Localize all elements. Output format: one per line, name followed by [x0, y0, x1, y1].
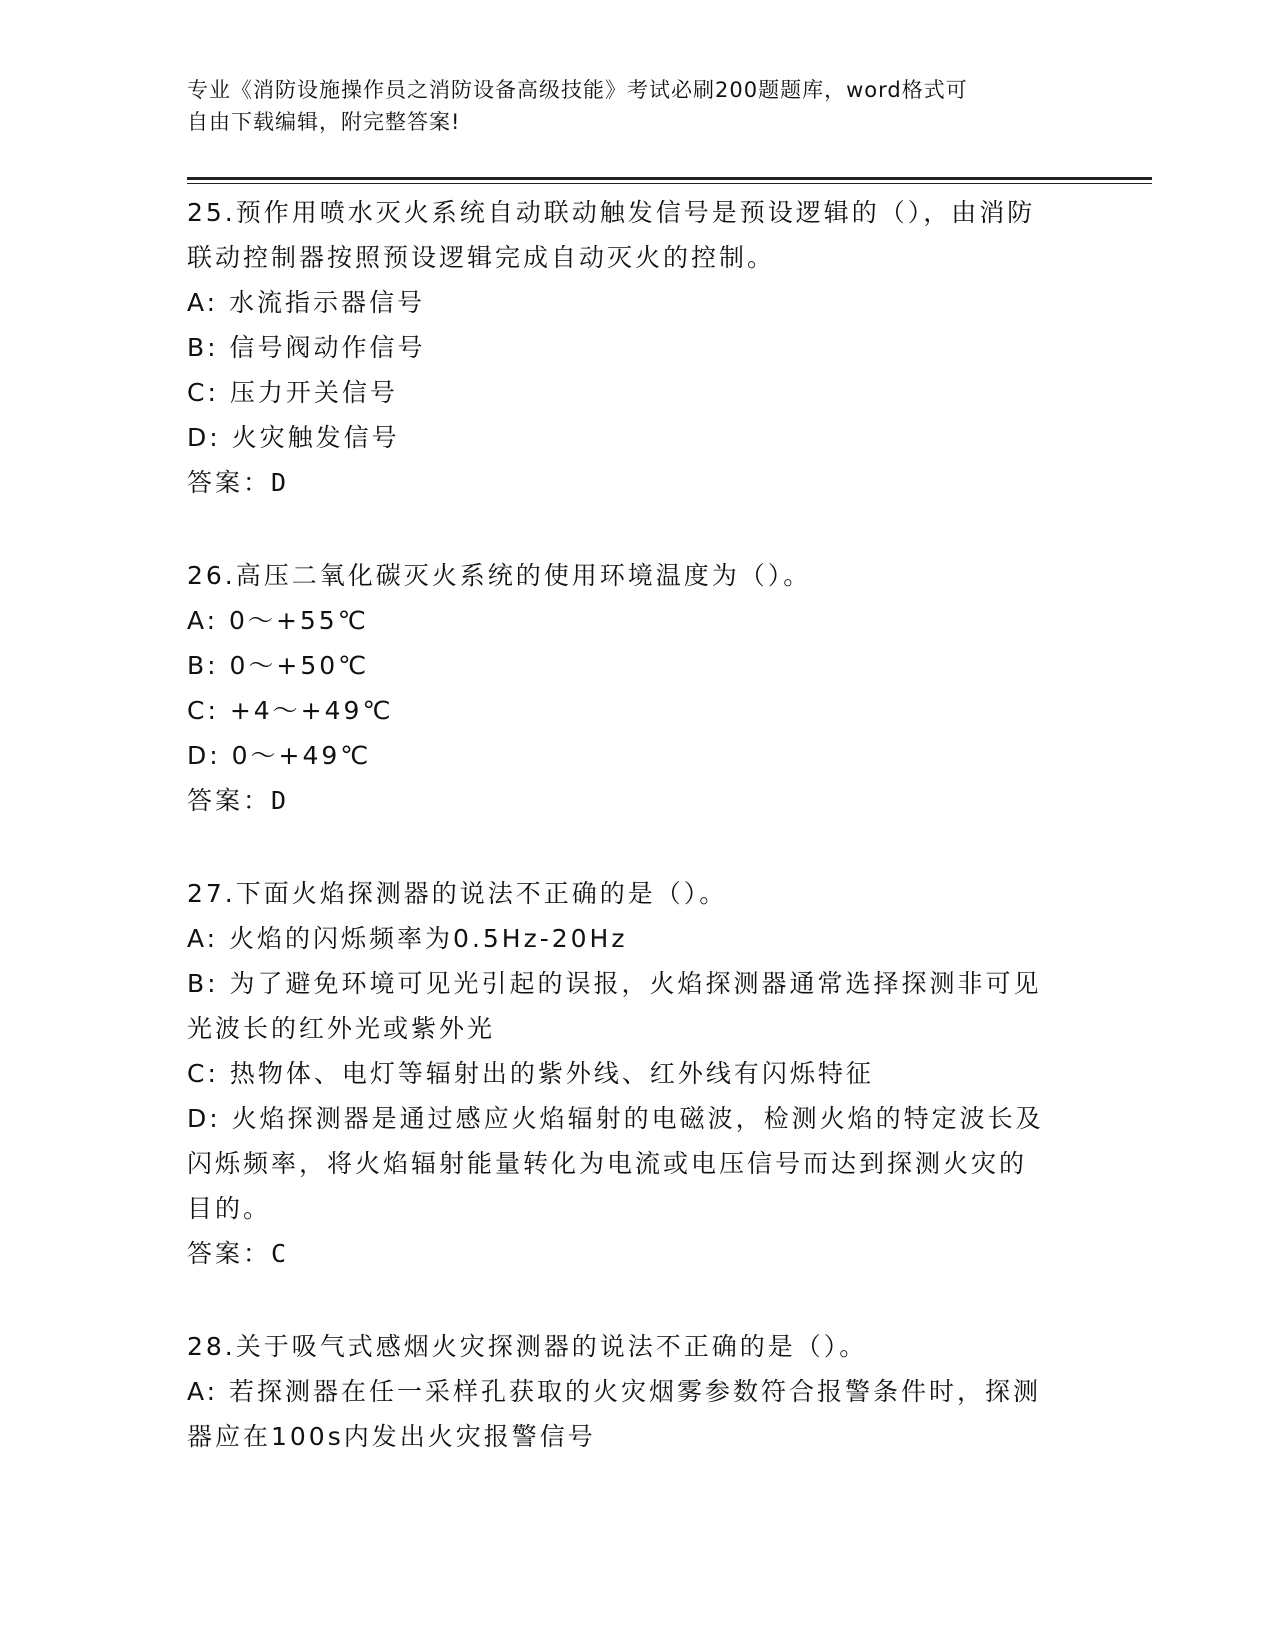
option-d: D: 0～+49℃ [187, 741, 372, 770]
option-a: A: 若探测器在任一采样孔获取的火灾烟雾参数符合报警条件时，探测 [187, 1377, 1042, 1406]
header-divider-thin [187, 183, 1152, 184]
answer-line [187, 460, 1067, 505]
answer-label: 答案： [187, 1239, 272, 1268]
answer-value: C [271, 1239, 287, 1268]
option-d-continued: 目的。 [187, 1194, 272, 1223]
option-d: D: 火焰探测器是通过感应火焰辐射的电磁波，检测火焰的特定波长及 [187, 1104, 1044, 1133]
question-text: 28.关于吸气式感烟火灾探测器的说法不正确的是（）。 [187, 1332, 868, 1361]
option-d: D: 火灾触发信号 [187, 423, 400, 452]
document-header [187, 74, 1067, 138]
question-text: 26.高压二氧化碳灭火系统的使用环境温度为（）。 [187, 561, 812, 590]
option-a-continued: 器应在100s内发出火灾报警信号 [187, 1422, 596, 1451]
question-list [187, 190, 1067, 1507]
answer-line [187, 778, 1067, 823]
question-25 [187, 190, 1067, 505]
question-27 [187, 871, 1067, 1276]
question-text: 25.预作用喷水灭火系统自动联动触发信号是预设逻辑的（），由消防 [187, 198, 1036, 227]
option-c: C: 热物体、电灯等辐射出的紫外线、红外线有闪烁特征 [187, 1059, 874, 1088]
header-divider-thick [187, 177, 1152, 180]
option-c: C: +4～+49℃ [187, 696, 394, 725]
option-a: A: 火焰的闪烁频率为0.5Hz-20Hz [187, 924, 628, 953]
option-b: B: 为了避免环境可见光引起的误报，火焰探测器通常选择探测非可见 [187, 969, 1042, 998]
question-text: 27.下面火焰探测器的说法不正确的是（）。 [187, 879, 728, 908]
answer-line [187, 1231, 1067, 1276]
option-b-continued: 光波长的红外光或紫外光 [187, 1014, 496, 1043]
answer-label: 答案： [187, 786, 272, 815]
header-line-1: 专业《消防设施操作员之消防设备高级技能》考试必刷200题题库，word格式可 [187, 78, 968, 102]
option-d-continued: 闪烁频率，将火焰辐射能量转化为电流或电压信号而达到探测火灾的 [187, 1149, 1028, 1178]
answer-value: D [271, 786, 287, 815]
option-b: B: 0～+50℃ [187, 651, 370, 680]
answer-value: D [271, 468, 287, 497]
question-28 [187, 1324, 1067, 1459]
answer-label: 答案： [187, 468, 272, 497]
header-line-2: 自由下载编辑，附完整答案! [187, 110, 461, 134]
question-26 [187, 553, 1067, 823]
option-a: A: 0～+55℃ [187, 606, 369, 635]
question-text-continued: 联动控制器按照预设逻辑完成自动灭火的控制。 [187, 243, 776, 272]
option-a: A: 水流指示器信号 [187, 288, 426, 317]
option-b: B: 信号阀动作信号 [187, 333, 426, 362]
option-c: C: 压力开关信号 [187, 378, 398, 407]
